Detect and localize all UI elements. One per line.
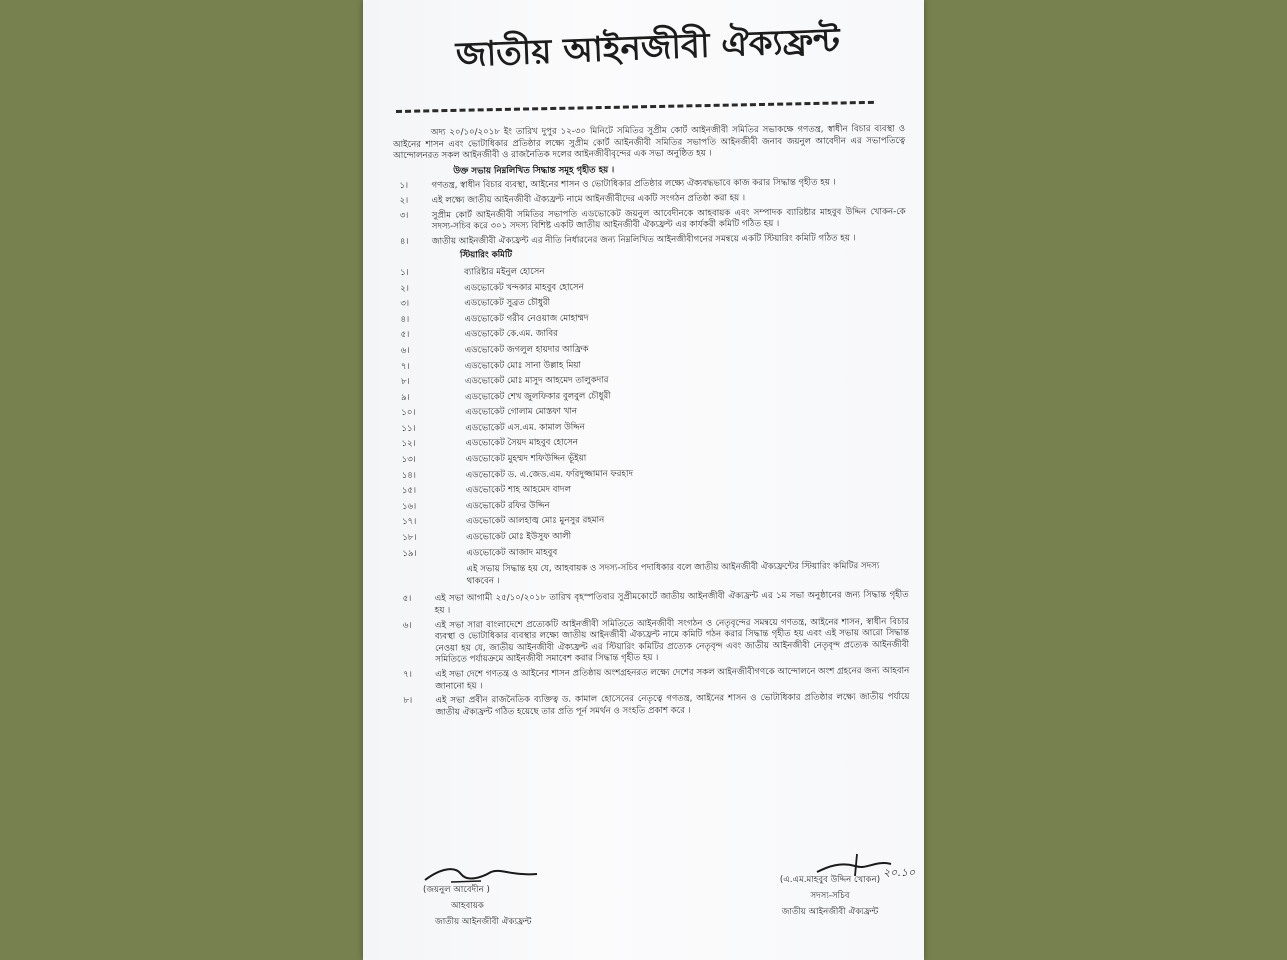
member-name: ব্যারিষ্টার মইনুল হোসেন [464,266,545,278]
member-name: এডভোকেট জগলুল হায়দার আফ্রিক [464,344,589,356]
decision-item [397,666,909,693]
decision-number: ৩। [399,210,409,221]
signature-date: ২০.১০ [883,866,916,879]
member-number: ৯। [401,392,410,403]
decision-text: এই সভা প্রবীন রাজনৈতিক ব্যক্তিত্ব ড. কামাল হোসেনের নেতৃত্বে গণতন্ত্র, আইনের শাসন ও ভোটাধিকার প্রতিষ্ঠার লক্ষ্যে জাতীয় পর্যায়ে জাতীয় ঐক্যফ্রন্ট গঠিত হয়েছে তার প্রতি পূর্ন সমর্থন ও সংহতি প্রকাশ করে । [435,692,910,718]
decision-number: ৬। [402,620,412,631]
decision-text: এই সভা সারা বাংলাদেশে প্রত্যেকটি আইনজীবী সমিতিতে আইনজীবী সংগঠন ও নেতৃবৃন্দের সমন্বয়ে গণতন্ত্র, আইনের শাসন, স্বাধীন বিচার ব্যবস্থা ও ভোটাধিকার ব্যবস্থার লক্ষ্যে জাতীয় আইনজীবী ঐক্যফ্রন্ট নামে কমিটি গঠন করার সিদ্ধান্ত গৃহীত হয় এবং এই সভায় আরো সিদ্ধান্ত নেওয়া হয় যে, জাতীয় আইনজীবী ঐক্যফ্রন্ট এর স্টিয়ারিং কমিটির প্রত্যেক নেতৃবৃন্দ এবং জাতীয় আইনজীবী নেতৃবৃন্দ প্রত্যেক আইনজীবী সমিতিতে পর্যায়ক্রমে আইনজীবী সমাবেশ করার সিদ্ধান্ত গৃহীত হয় । [434,616,910,666]
member-number: ৬। [400,345,410,356]
signatory-left-name: (জয়নুল আবেদীন ) [423,885,490,895]
member-number: ৮। [400,376,410,388]
decision-item [397,590,909,617]
decision-item [394,192,906,208]
member-number: ৩। [400,299,410,310]
member-name: এডভোকেট গোলাম মোস্তফা খান [465,406,578,418]
decision-item [397,617,909,667]
decision-text: এই সভা দেশে গণতন্ত্র ও আইনের শাসন প্রতিষ্ঠায় অংশগ্রহনরত লক্ষ্যে দেশের সকল আইনজীবীগণকে আন্দোলনে অংশ গ্রহনের জন্য আহবান জানানো হয় । [435,665,910,692]
signatory-right [755,872,905,920]
signatory-left [423,862,583,930]
member-name: এডভোকেট শাহ আহমেদ বাদল [465,484,572,496]
decisions-list-a [393,177,906,248]
decision-text: এই লক্ষ্যে জাতীয় আইনজীবী ঐক্যফ্রন্ট নামে আইনজীবীদের একটি সংগঠন প্রতিষ্ঠা করা হয় । [431,193,746,206]
member-name: এডভোকেট সুব্রত চৌধুরী [464,297,551,309]
decision-item [393,177,905,193]
member-number: ১৯। [402,548,417,559]
decision-number: ৪। [399,236,409,247]
member-name: এডভোকেট রফির উদ্দিন [465,500,550,512]
document-body [393,124,910,722]
member-name: এডভোকেট মোঃ ইউসুফ আলী [466,531,572,543]
decision-number: ৫। [402,594,412,605]
committee-member [396,543,908,563]
member-number: ৫। [400,330,410,341]
member-name: এডভোকেট শেখ জুলফিকার বুলবুল চৌধুরী [465,390,611,403]
member-name: এডভোকেট এস.এম. কামাল উদ্দিন [465,422,585,434]
decision-number: ৮। [403,696,413,707]
decision-number: ২। [399,195,409,206]
document-page [363,0,924,960]
member-name: এডভোকেট খন্দকার মাহবুব হোসেন [464,282,584,293]
decision-number: ১। [399,181,409,192]
committee-note: এই সভায় সিদ্ধান্ত হয় যে, আহবায়ক ও সদস্য-সচিব পদাধিকার বলে জাতীয় আইনজীবী ঐক্যফ্রন্টের স্টিয়ারিং কমিটির সদস্য থাকবেন । [466,561,880,587]
member-number: ১০। [401,408,416,419]
document-heading: জাতীয় আইনজীবী ঐক্যফ্রন্ট [455,20,841,76]
member-name: এডভোকেট সৈয়দ মাহবুব হোসেন [465,438,578,449]
member-number: ১৫। [401,486,417,497]
intro-paragraph: অদ্য ২০/১০/২০১৮ ইং তারিখ দুপুর ১২-৩০ মিনিটে সমিতির সুপ্রীম কোর্ট আইনজীবী সমিতির সভাকক্ষে গণতন্ত্র, স্বাধীন বিচার ব্যবস্থা ও আইনের শাসন এবং ভোটাধিকার প্রতিষ্ঠার লক্ষ্যে সুপ্রীম কোর্ট আইনজীবী সমিতির সভাপতি আইনজীবী জনাব জয়নুল আবেদীন এর সভাপতিত্বে আন্দোলনরত সকল আইনজীবী ও রাজনৈতিক দলের আইনজীবীবৃন্দের এক সভা অনুষ্ঠিত হয় । [393,123,906,162]
decision-number: ৭। [403,669,413,680]
decision-item [394,207,906,234]
member-number: ১১। [401,423,416,434]
committee-list [394,262,908,562]
member-number: ৭। [400,361,410,372]
member-number: ১৬। [401,501,417,512]
member-name: এডভোকেট আজাদ মাহবুব [466,547,558,559]
decisions-heading: উক্ত সভায় নিম্নলিখিত সিদ্ধান্ত সমূহ গৃহীত হয় । [453,165,615,177]
member-name: এডভোকেট কে.এম. জাবির [464,329,558,340]
member-name: এডভোকেট আলহাজ্ব মোঃ মুনসুর রহমান [466,515,605,527]
decision-text: এই সভা আগামী ২৫/১০/২০১৮ তারিখ বৃহস্পতিবার সুপ্রীমকোর্টে জাতীয় আইনজীবী ঐক্যফ্রন্ট এর ১ম সভা অনুষ্ঠানের জন্য সিদ্ধান্ত গৃহীত হয় । [434,590,909,616]
member-name: এডভোকেট মুহম্মদ শফিউদ্দিন ভূঁইয়া [465,453,587,465]
signatory-right-org: জাতীয় আইনজীবী ঐক্যফ্রন্ট [781,907,879,917]
member-name: এডভোকেট মোঃ সানা উল্লাহ মিয়া [464,360,581,371]
member-name: এডভোকেট ড. এ.জেড.এম. ফরিদুজ্জামান ফরহাদ [465,468,634,481]
signatory-left-title: আহবায়ক [451,901,484,911]
member-number: ১৩। [401,454,416,466]
member-number: ১। [400,267,409,278]
decision-text: গণতন্ত্র, স্বাধীন বিচার ব্যবস্থা, আইনের শাসন ও ভোটাধিকার প্রতিষ্ঠার লক্ষ্যে ঐক্যবদ্ধভাবে কাজ করার সিদ্ধান্ত গৃহীত হয় । [431,177,836,192]
committee-heading: স্টিয়ারিং কমিটি [459,250,513,261]
member-name: এডভোকেট মোঃ মাসুদ আহমেদ তালুকদার [464,375,609,387]
decision-item [397,692,909,719]
member-number: ৪। [400,314,410,325]
member-name: এডভোকেট গরীব নেওয়াজ মোহাম্মদ [464,313,589,325]
member-number: ১৪। [401,470,417,481]
signatory-left-org: জাতীয় আইনজীবী ঐক্যফ্রন্ট [435,917,532,927]
decision-item [394,233,906,249]
signatory-right-title: সদস্য-সচিব [810,891,850,901]
member-number: ২। [400,283,409,294]
member-number: ১৮। [402,532,417,543]
signatory-right-name: (এ.এম.মাহবুব উদ্দিন খোকন) [779,875,881,885]
member-number: ১৭। [402,517,417,528]
decisions-list-b [397,590,910,719]
dashed-divider [396,101,874,113]
decision-text: সুপ্রীম কোর্ট আইনজীবী সমিতির সভাপতি এডভোকেট জয়নুল আবেদীনকে আহবায়ক এবং সম্পাদক ব্যারিষ্টার মাহবুব উদ্দিন খোকন-কে সদস্য-সচিব করে ৩০১ সদস্য বিশিষ্ট একটি জাতীয় আইনজীবী ঐক্যফ্রন্ট এর কার্যকরী কমিটি গঠিত হয় । [431,206,906,232]
member-number: ১২। [401,439,416,450]
decision-text: জাতীয় আইনজীবী ঐক্যফ্রন্ট এর নীতি নির্ধারনের জন্য নিম্নলিখিত আইনজীবীগনের সমন্বয়ে একটি স্টিয়ারিং কমিটি গঠিত হয় । [431,233,856,247]
